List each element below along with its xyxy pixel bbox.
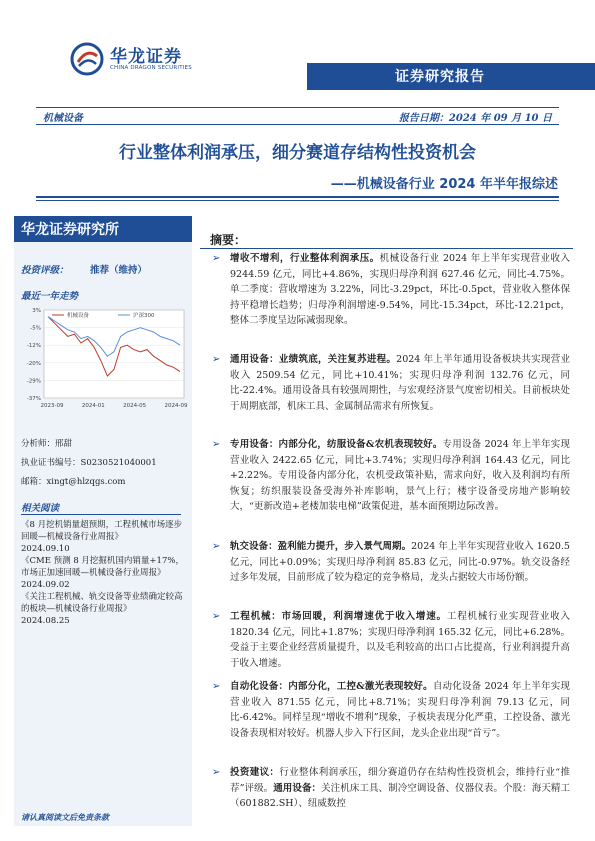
related-title: 相关阅读 xyxy=(21,503,60,514)
summary-para-7: 投资建议：行业整体利润承压，细分赛道仍存在结构性投资机会，维持行业“推荐”评级。通用设备：关注机床工具、制冷空调设备、仪器仪表。个股：海天精工（601882.SH）、纽威数控 xyxy=(230,767,570,810)
logo-cn: 华龙证券 xyxy=(110,47,182,67)
logo-en: CHINA DRAGON SECURITIES xyxy=(110,65,193,71)
y-tick-label: 3% xyxy=(32,308,41,314)
summary-para-3: 专用设备：内部分化，纺服设备&农机表现较好。专用设备 2024 年上半年实现营业收入 2422.65 亿元，同比+3.74%；实现归母净利润 164.43 亿元，同比+2.22%。专用设备内部分化，农机受政策补贴，需求向好，收入及利润均有所恢复；纺织服装设备受海外补库影响，景气上行；楼宇设备受房地产影响较大，“更新改造+老楼加装电梯”政策促进，基本面预期边际改善。 xyxy=(230,439,570,513)
arrow-bullet-icon: ➢ xyxy=(212,253,221,264)
arrow-bullet-icon: ➢ xyxy=(212,541,221,552)
divider xyxy=(36,200,559,201)
sector-label: 机械设备 xyxy=(43,113,83,124)
x-tick-label: 2023-09 xyxy=(40,403,64,409)
y-tick-label: -29% xyxy=(26,378,41,385)
divider xyxy=(36,107,559,108)
summary-label: 摘要： xyxy=(210,233,247,247)
cert-number: 执业证书编号：S0230521040001 xyxy=(21,458,157,468)
analyst: 分析师：邢甜 xyxy=(21,439,73,449)
divider xyxy=(36,124,559,125)
y-tick-label: -37% xyxy=(26,396,41,402)
rating-label: 投资评级： xyxy=(21,265,69,276)
summary-para-6: 自动化设备：内部分化，工控&激光表现较好。自动化设备 2024 年上半年实现营业收入 871.55 亿元，同比+8.71%；实现归母净利润 79.13 亿元，同比-6.42%。同样呈现“增收不增利”现象，子板块表现分化严重，工控设备、激光设备表现相对较好。机器人步入下行区间，龙头企业出现“首亏”。 xyxy=(230,681,570,739)
x-tick-label: 2024-05 xyxy=(123,403,147,409)
x-tick-label: 2024-09 xyxy=(164,403,188,409)
report-title: 行业整体利润承压，细分赛道存结构性投资机会 xyxy=(119,143,476,163)
disclaimer: 请认真阅读文后免责条款 xyxy=(21,812,109,822)
summary-para-5: 工程机械：市场回暖，利润增速优于收入增速。工程机械行业实现营业收入 1820.34 亿元，同比+1.87%；实现归母净利润 165.32 亿元，同比+6.28%。受益于主要企业经营质量提升，以及毛利较高的出口占比提高，行业利润提升高于收入增速。 xyxy=(230,611,570,669)
institute-name: 华龙证券研究所 xyxy=(21,222,119,238)
y-tick-label: -5% xyxy=(30,325,41,332)
trend-label: 最近一年走势 xyxy=(21,291,79,302)
y-tick-label: -12% xyxy=(26,343,41,350)
report-date: 报告日期：2024 年 09 月 10 日 xyxy=(398,113,552,124)
summary-para-4: 轨交设备：盈利能力提升，步入景气周期。2024 年上半年实现营业收入 1620.5 亿元，同比+0.09%；实现归母净利润 85.83 亿元，同比-0.97%。轨交设备经过多年发展，目前形成了较为稳定的竞争格局，龙头占据较大市场份额。 xyxy=(230,541,570,584)
arrow-bullet-icon: ➢ xyxy=(212,354,221,365)
summary-para-1: 增收不增利，行业整体利润承压。机械设备行业 2024 年上半年实现营业收入 9244.59 亿元，同比+4.86%，实现归母净利润 627.46 亿元，同比-4.75%。单二季度：营收增速为 3.22%，同比-3.29pct，环比-0.5pct，营业收入整体保持平稳增长趋势；归母净利润增速-9.54%，同比-15.34pct，环比-12.21pct，整体二季度呈边际减弱现象。 xyxy=(230,253,570,327)
summary-para-2: 通用设备：业绩筑底，关注复苏进程。2024 年上半年通用设备板块共实现营业收入 2509.54 亿元，同比+10.41%；实现归母净利润 132.76 亿元，同比-22.4%。通用设备具有较强周期性，与宏观经济景气度密切相关。目前板块处于周期底部，机床工具、金属制品需求有所恢复。 xyxy=(230,354,570,412)
email: 邮箱：xingt@hlzqgs.com xyxy=(21,477,126,487)
legend-label: 沪深300 xyxy=(133,313,155,319)
arrow-bullet-icon: ➢ xyxy=(212,681,221,692)
trend-chart xyxy=(18,302,190,416)
dragon-logo-icon xyxy=(70,42,104,76)
divider xyxy=(200,248,573,249)
legend-label: 机械设备 xyxy=(67,313,90,319)
rating-value: 推荐（维持） xyxy=(90,265,148,276)
divider xyxy=(36,196,559,198)
divider xyxy=(21,514,181,515)
report-subtitle: ——机械设备行业 2024 年半年报综述 xyxy=(330,177,558,192)
related-item-2[interactable]: 《CME 预测 8 月挖掘机国内销量+17%，市场正加速回暖—机械设备行业周报》 2024.09.02 xyxy=(21,556,184,590)
x-tick-label: 2024-01 xyxy=(81,403,105,409)
report-type: 证券研究报告 xyxy=(395,69,485,85)
y-tick-label: -20% xyxy=(26,360,41,367)
arrow-bullet-icon: ➢ xyxy=(212,439,221,450)
related-item-1[interactable]: 《8 月挖机销量超预期，工程机械市场逐步回暖—机械设备行业周报》 2024.09.10 xyxy=(21,520,183,554)
company-logo xyxy=(70,40,240,80)
plot-area xyxy=(44,310,184,398)
related-item-3[interactable]: 《关注工程机械、轨交设备等业绩确定较高的板块—机械设备行业周报》 2024.08.25 xyxy=(21,592,183,626)
arrow-bullet-icon: ➢ xyxy=(212,767,221,778)
arrow-bullet-icon: ➢ xyxy=(212,611,221,622)
